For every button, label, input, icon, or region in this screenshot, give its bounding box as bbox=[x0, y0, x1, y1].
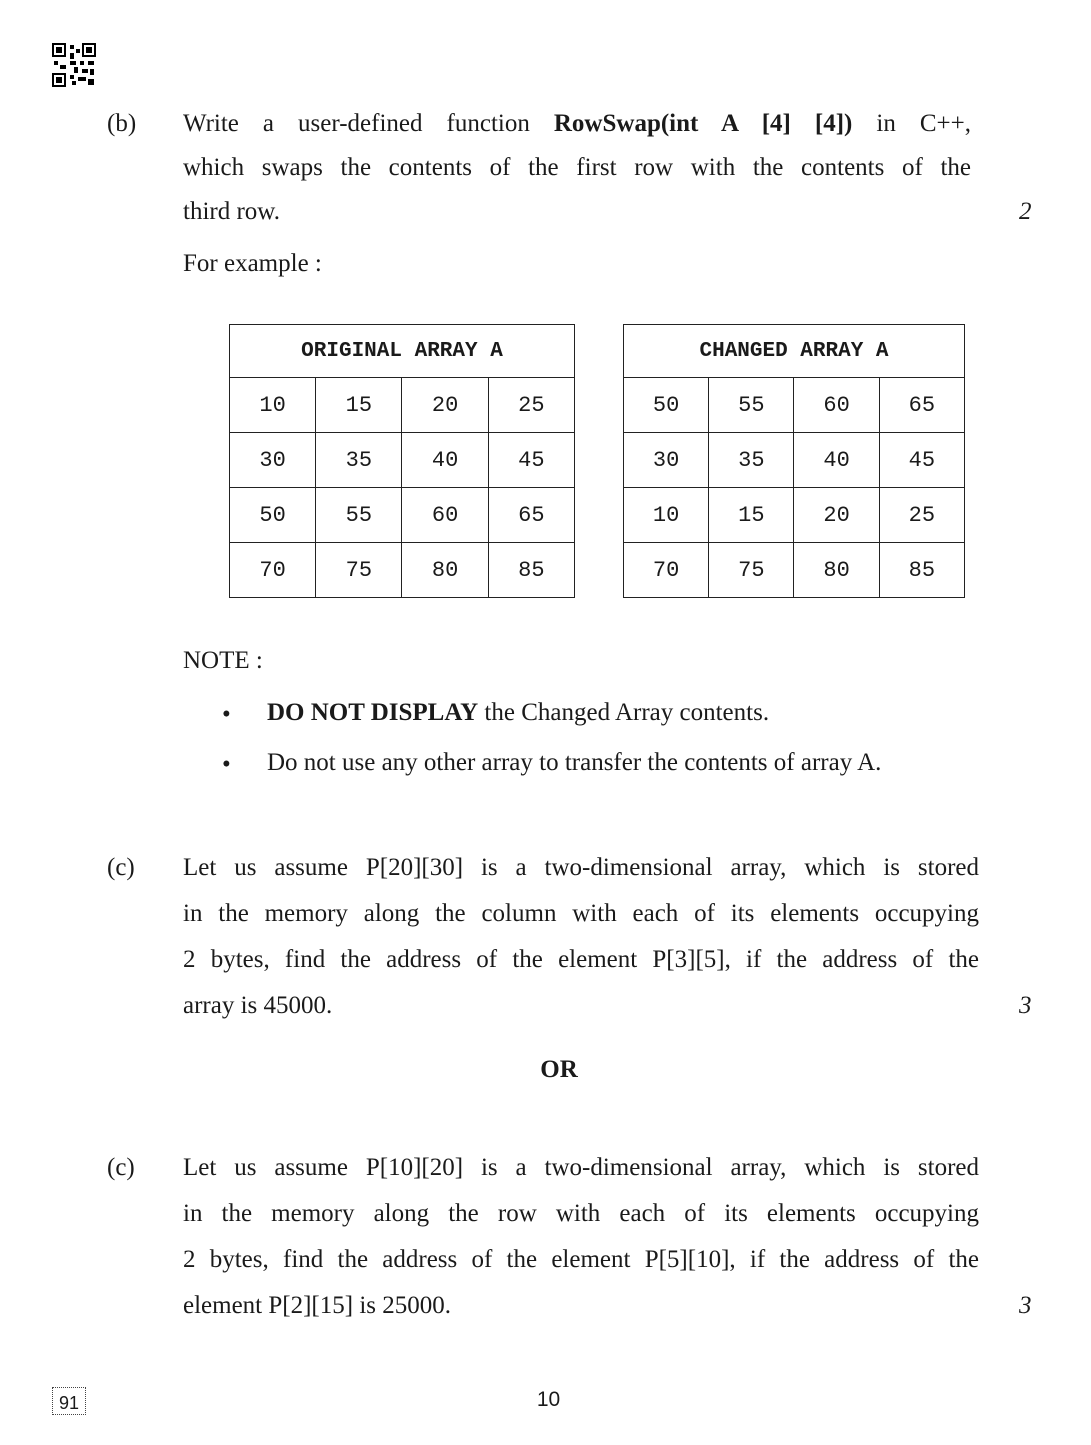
question-b-line1: Write a user-defined function RowSwap(int A [4] [4]) in C++, bbox=[183, 110, 971, 137]
question-c2-line2: in the memory along the row with each of its elements occupying bbox=[183, 1200, 979, 1227]
question-c1-line3: 2 bytes, find the address of the element P[3][5], if the address of the bbox=[183, 946, 979, 973]
question-b-line2: which swaps the contents of the first row with the contents of the bbox=[183, 154, 971, 181]
table-cell: 35 bbox=[316, 433, 402, 488]
table-row bbox=[624, 543, 965, 598]
table-cell: 50 bbox=[230, 488, 316, 543]
table-row bbox=[624, 378, 965, 433]
table-row bbox=[624, 433, 965, 488]
marks-c2: 3 bbox=[1019, 1292, 1032, 1319]
table-cell: 75 bbox=[709, 543, 794, 598]
table-cell: 15 bbox=[316, 378, 402, 433]
table-cell: 65 bbox=[879, 378, 964, 433]
question-c2-line4: element P[2][15] is 25000. bbox=[183, 1292, 452, 1319]
or-separator: OR bbox=[540, 1056, 578, 1083]
table-cell: 40 bbox=[794, 433, 879, 488]
table-cell: 25 bbox=[488, 378, 574, 433]
table-cell: 30 bbox=[624, 433, 709, 488]
original-array-header: ORIGINAL ARRAY A bbox=[230, 325, 575, 378]
table-cell: 65 bbox=[488, 488, 574, 543]
question-b-line3: third row. bbox=[183, 198, 280, 225]
question-c1-line1: Let us assume P[20][30] is a two-dimensional array, which is stored bbox=[183, 854, 979, 881]
table-cell: 10 bbox=[624, 488, 709, 543]
marks-b: 2 bbox=[1019, 198, 1032, 225]
table-cell: 55 bbox=[709, 378, 794, 433]
table-cell: 20 bbox=[794, 488, 879, 543]
changed-array-header: CHANGED ARRAY A bbox=[624, 325, 965, 378]
bullet-icon: • bbox=[222, 701, 231, 728]
table-cell: 25 bbox=[879, 488, 964, 543]
table-row bbox=[230, 488, 575, 543]
paper-code-box: 91 bbox=[52, 1387, 86, 1415]
table-cell: 15 bbox=[709, 488, 794, 543]
table-cell: 80 bbox=[794, 543, 879, 598]
table-cell: 10 bbox=[230, 378, 316, 433]
table-cell: 30 bbox=[230, 433, 316, 488]
note-label: NOTE : bbox=[183, 647, 263, 674]
table-cell: 50 bbox=[624, 378, 709, 433]
table-cell: 45 bbox=[488, 433, 574, 488]
bullet-icon: • bbox=[222, 751, 231, 778]
changed-array-table bbox=[623, 324, 965, 598]
note-item-2: Do not use any other array to transfer the contents of array A. bbox=[267, 749, 882, 776]
table-cell: 60 bbox=[794, 378, 879, 433]
table-cell: 85 bbox=[488, 543, 574, 598]
question-c2-line1: Let us assume P[10][20] is a two-dimensional array, which is stored bbox=[183, 1154, 979, 1181]
table-cell: 35 bbox=[709, 433, 794, 488]
question-c1-line4: array is 45000. bbox=[183, 992, 333, 1019]
table-cell: 70 bbox=[624, 543, 709, 598]
table-cell: 80 bbox=[402, 543, 488, 598]
table-cell: 55 bbox=[316, 488, 402, 543]
question-label-c: (c) bbox=[107, 854, 135, 881]
table-cell: 75 bbox=[316, 543, 402, 598]
table-cell: 70 bbox=[230, 543, 316, 598]
table-cell: 85 bbox=[879, 543, 964, 598]
table-cell: 20 bbox=[402, 378, 488, 433]
marks-c1: 3 bbox=[1019, 992, 1032, 1019]
original-array-table bbox=[229, 324, 575, 598]
example-label: For example : bbox=[183, 250, 322, 277]
table-row bbox=[230, 543, 575, 598]
question-label-b: (b) bbox=[107, 110, 137, 137]
question-c2-line3: 2 bytes, find the address of the element P[5][10], if the address of the bbox=[183, 1246, 979, 1273]
table-cell: 45 bbox=[879, 433, 964, 488]
table-row bbox=[624, 488, 965, 543]
note-item-1: DO NOT DISPLAY the Changed Array contents. bbox=[267, 699, 770, 726]
table-cell: 40 bbox=[402, 433, 488, 488]
table-cell: 60 bbox=[402, 488, 488, 543]
question-c1-line2: in the memory along the column with each of its elements occupying bbox=[183, 900, 979, 927]
table-row bbox=[230, 433, 575, 488]
page-number: 10 bbox=[536, 1388, 561, 1411]
table-row bbox=[230, 378, 575, 433]
question-label-c-alt: (c) bbox=[107, 1154, 135, 1181]
qr-code-icon bbox=[52, 43, 96, 87]
